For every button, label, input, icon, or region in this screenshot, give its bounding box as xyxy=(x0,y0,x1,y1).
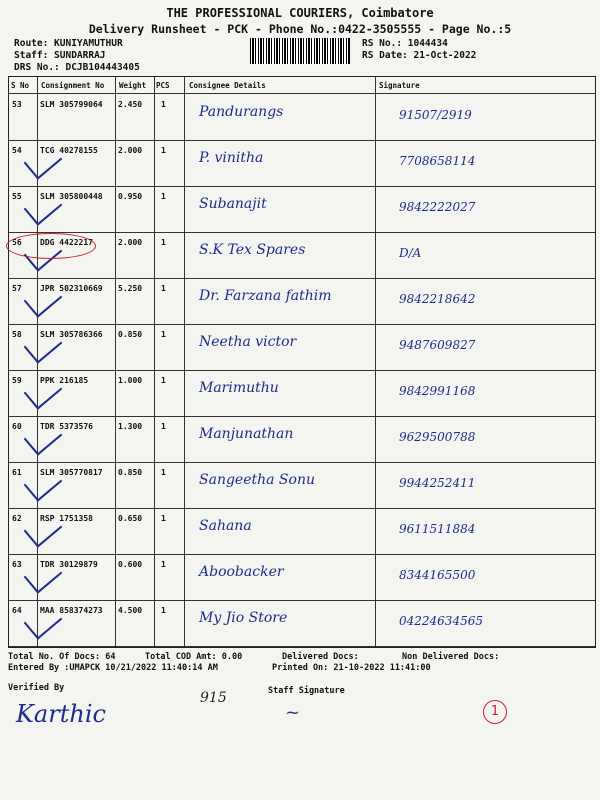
printed-on: Printed On: 21-10-2022 11:41:00 xyxy=(272,663,431,673)
row-sno: 60 xyxy=(12,422,22,431)
row-pcs: 1 xyxy=(161,238,166,247)
row-sno: 57 xyxy=(12,284,22,293)
row-weight: 4.500 xyxy=(118,606,143,615)
row-consignee: Sangeetha Sonu xyxy=(199,472,315,488)
row-consignment: SLM 305799064 xyxy=(40,100,103,109)
row-consignment: TDR 5373576 xyxy=(40,422,93,431)
row-sno: 55 xyxy=(12,192,22,201)
row-consignee: My Jio Store xyxy=(199,610,288,626)
row-consignment: RSP 1751358 xyxy=(40,514,93,523)
row-pcs: 1 xyxy=(161,468,166,477)
row-weight: 2.000 xyxy=(118,238,143,247)
row-weight: 1.300 xyxy=(118,422,143,431)
row-consignment: TDR 30129879 xyxy=(40,560,98,569)
non-delivered-docs: Non Delivered Docs: xyxy=(402,652,500,662)
row-sno: 64 xyxy=(12,606,22,615)
row-signature: 9487609827 xyxy=(399,338,476,352)
runsheet-subtitle: Delivery Runsheet - PCK - Phone No.:0422-3505555 - Page No.:5 xyxy=(88,22,512,36)
company-title: THE PROFESSIONAL COURIERS, Coimbatore xyxy=(166,6,434,20)
verifier-signature: Karthic xyxy=(16,700,106,728)
row-consignment: TCG 40278155 xyxy=(40,146,98,155)
row-signature: 9842991168 xyxy=(399,384,476,398)
row-signature: 8344165500 xyxy=(399,568,476,582)
col-consignee: Consignee Details xyxy=(189,81,266,90)
row-signature: D/A xyxy=(399,246,422,260)
circled-page-number: 1 xyxy=(483,700,507,724)
row-consignee: Manjunathan xyxy=(199,426,294,442)
row-pcs: 1 xyxy=(161,284,166,293)
col-weight: Weight xyxy=(119,81,147,90)
row-consignee: Marimuthu xyxy=(199,380,279,396)
row-consignee: Dr. Farzana fathim xyxy=(199,288,332,304)
row-signature: 91507/2919 xyxy=(399,108,472,122)
row-consignment: SLM 305770817 xyxy=(40,468,103,477)
row-signature: 9629500788 xyxy=(399,430,476,444)
row-pcs: 1 xyxy=(161,192,166,201)
row-weight: 1.000 xyxy=(118,376,143,385)
row-consignee: Pandurangs xyxy=(199,104,284,120)
row-pcs: 1 xyxy=(161,100,166,109)
row-sno: 61 xyxy=(12,468,22,477)
row-weight: 2.450 xyxy=(118,100,143,109)
barcode xyxy=(250,38,350,64)
row-pcs: 1 xyxy=(161,376,166,385)
runsheet-table xyxy=(8,76,596,648)
row-consignment: SLM 305800448 xyxy=(40,192,103,201)
staff-label: Staff: SUNDARRAJ xyxy=(14,50,106,61)
row-sno: 59 xyxy=(12,376,22,385)
staff-signature-label: Staff Signature xyxy=(268,686,345,696)
row-pcs: 1 xyxy=(161,560,166,569)
row-consignee: Neetha victor xyxy=(199,334,297,350)
rs-no: RS No.: 1044434 xyxy=(362,38,448,49)
total-cod: Total COD Amt: 0.00 xyxy=(145,652,243,662)
row-signature: 9944252411 xyxy=(399,476,476,490)
row-sno: 56 xyxy=(12,238,22,247)
row-weight: 0.850 xyxy=(118,468,143,477)
row-sno: 53 xyxy=(12,100,22,109)
row-signature: 9611511884 xyxy=(399,522,476,536)
row-pcs: 1 xyxy=(161,330,166,339)
row-consignee: Subanajit xyxy=(199,196,267,212)
row-consignment: MAA 858374273 xyxy=(40,606,103,615)
row-sno: 58 xyxy=(12,330,22,339)
row-sno: 62 xyxy=(12,514,22,523)
row-signature: 9842218642 xyxy=(399,292,476,306)
entered-by: Entered By :UMAPCK 10/21/2022 11:40:14 AM xyxy=(8,663,218,673)
row-weight: 0.850 xyxy=(118,330,143,339)
staff-signature-scribble: ~ xyxy=(285,702,301,723)
row-consignee: S.K Tex Spares xyxy=(199,242,306,258)
row-sno: 54 xyxy=(12,146,22,155)
verifier-initials: 915 xyxy=(200,690,227,706)
route-label: Route: KUNIYAMUTHUR xyxy=(14,38,123,49)
row-pcs: 1 xyxy=(161,146,166,155)
row-sno: 63 xyxy=(12,560,22,569)
delivered-docs: Delivered Docs: xyxy=(282,652,359,662)
ddg-circle xyxy=(6,233,96,259)
row-weight: 0.600 xyxy=(118,560,143,569)
row-consignee: Aboobacker xyxy=(199,564,284,580)
row-consignment: SLM 305786366 xyxy=(40,330,103,339)
row-signature: 7708658114 xyxy=(399,154,476,168)
row-signature: 04224634565 xyxy=(399,614,483,628)
row-consignment: JPR 502310669 xyxy=(40,284,103,293)
verified-by-label: Verified By xyxy=(8,683,65,693)
row-pcs: 1 xyxy=(161,514,166,523)
row-signature: 9842222027 xyxy=(399,200,476,214)
row-weight: 5.250 xyxy=(118,284,143,293)
row-weight: 0.950 xyxy=(118,192,143,201)
row-weight: 0.650 xyxy=(118,514,143,523)
drs-label: DRS No.: DCJB104443405 xyxy=(14,62,140,73)
row-consignee: Sahana xyxy=(199,518,252,534)
row-pcs: 1 xyxy=(161,422,166,431)
row-consignment: PPK 216185 xyxy=(40,376,89,385)
total-docs: Total No. Of Docs: 64 xyxy=(8,652,116,662)
col-pcs: PCS xyxy=(156,81,170,90)
col-sno: S No xyxy=(11,81,30,90)
row-pcs: 1 xyxy=(161,606,166,615)
row-consignment: DDG 4422217 xyxy=(40,238,93,247)
col-signature: Signature xyxy=(379,81,420,90)
row-consignee: P. vinitha xyxy=(199,150,264,166)
row-weight: 2.000 xyxy=(118,146,143,155)
rs-date: RS Date: 21-Oct-2022 xyxy=(362,50,477,61)
col-consignment: Consignment No xyxy=(41,81,105,90)
